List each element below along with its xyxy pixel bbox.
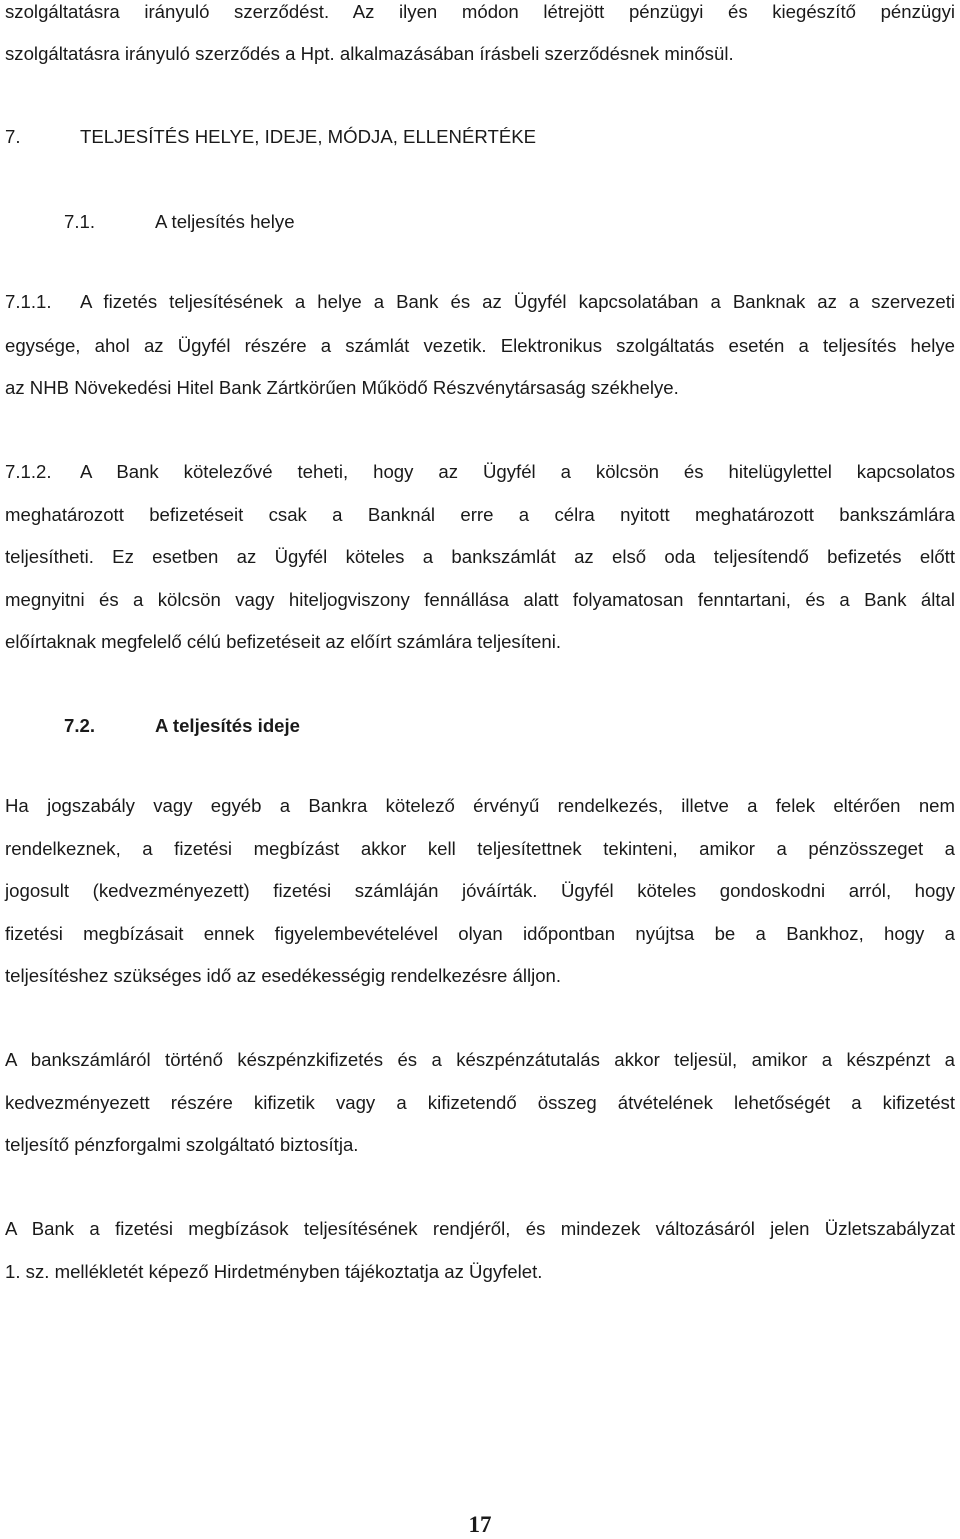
para-7-2-a-line-2: rendelkeznek, a fizetési megbízást akkor kell teljesítettnek tekinteni, amikor a pénzösszeget a	[5, 838, 955, 859]
section-7-1-number: 7.1.	[64, 211, 96, 232]
para-7-2-a-line-1: Ha jogszabály vagy egyéb a Bankra kötelező érvényű rendelkezés, illetve a felek eltérően nem	[5, 795, 955, 816]
para-7-1-2-number: 7.1.2.	[5, 461, 52, 482]
para-7-1-1-line-2: egysége, ahol az Ügyfél részére a számlát vezetik. Elektronikus szolgáltatás esetén a teljesítés helye	[5, 335, 955, 356]
para-7-2-c-line-2: 1. sz. mellékletét képező Hirdetményben tájékoztatja az Ügyfelet.	[5, 1261, 543, 1282]
para-7-2-b-line-3: teljesítő pénzforgalmi szolgáltató biztosítja.	[5, 1134, 359, 1155]
intro-line-2: szolgáltatásra irányuló szerződés a Hpt. alkalmazásában írásbeli szerződésnek minősül.	[5, 43, 734, 64]
page-number: 17	[468, 1512, 492, 1537]
para-7-1-2-line-2: meghatározott befizetéseit csak a Banknál erre a célra nyitott meghatározott bankszámlára	[5, 504, 955, 525]
section-7-number: 7.	[5, 126, 21, 147]
para-7-2-b-line-2: kedvezményezett részére kifizetik vagy a kifizetendő összeg átvételének lehetőségét a kifizetést	[5, 1092, 955, 1113]
para-7-1-1-line-1: A fizetés teljesítésének a helye a Bank és az Ügyfél kapcsolatában a Banknak az a szervezeti	[80, 291, 955, 312]
para-7-2-a-line-5: teljesítéshez szükséges idő az esedékességig rendelkezésre álljon.	[5, 965, 562, 986]
para-7-2-a-line-3: jogosult (kedvezményezett) fizetési számláján jóváírták. Ügyfél köteles gondoskodni arról, hogy	[5, 880, 955, 901]
section-7-2-number: 7.2.	[64, 715, 96, 736]
intro-line-1: szolgáltatásra irányuló szerződést. Az ilyen módon létrejött pénzügyi és kiegészítő pénzügyi	[5, 1, 955, 22]
para-7-2-c-line-1: A Bank a fizetési megbízások teljesítésének rendjéről, és mindezek változásáról jelen Üzletszabályzat	[5, 1218, 955, 1239]
para-7-2-a-line-4: fizetési megbízásait ennek figyelembevételével olyan időpontban nyújtsa be a Bankhoz, hogy a	[5, 923, 955, 944]
section-7-1-title: A teljesítés helye	[155, 211, 295, 232]
para-7-1-2-line-1: A Bank kötelezővé teheti, hogy az Ügyfél a kölcsön és hitelügylettel kapcsolatos	[80, 461, 955, 482]
section-7-title: TELJESÍTÉS HELYE, IDEJE, MÓDJA, ELLENÉRTÉKE	[80, 126, 537, 147]
para-7-1-1-line-3: az NHB Növekedési Hitel Bank Zártkörűen Működő Részvénytársaság székhelye.	[5, 377, 679, 398]
para-7-1-2-line-3: teljesítheti. Ez esetben az Ügyfél köteles a bankszámlát az első oda teljesítendő befizetés előtt	[5, 546, 955, 567]
para-7-1-1-number: 7.1.1.	[5, 291, 52, 312]
section-7-2-title: A teljesítés ideje	[155, 715, 301, 736]
para-7-1-2-line-4: megnyitni és a kölcsön vagy hiteljogviszony fennállása alatt folyamatosan fenntartani, és a Bank által	[5, 589, 955, 610]
para-7-1-2-line-5: előírtaknak megfelelő célú befizetéseit az előírt számlára teljesíteni.	[5, 631, 562, 652]
para-7-2-b-line-1: A bankszámláról történő készpénzkifizetés és a készpénzátutalás akkor teljesül, amikor a készpénzt a	[5, 1049, 955, 1070]
